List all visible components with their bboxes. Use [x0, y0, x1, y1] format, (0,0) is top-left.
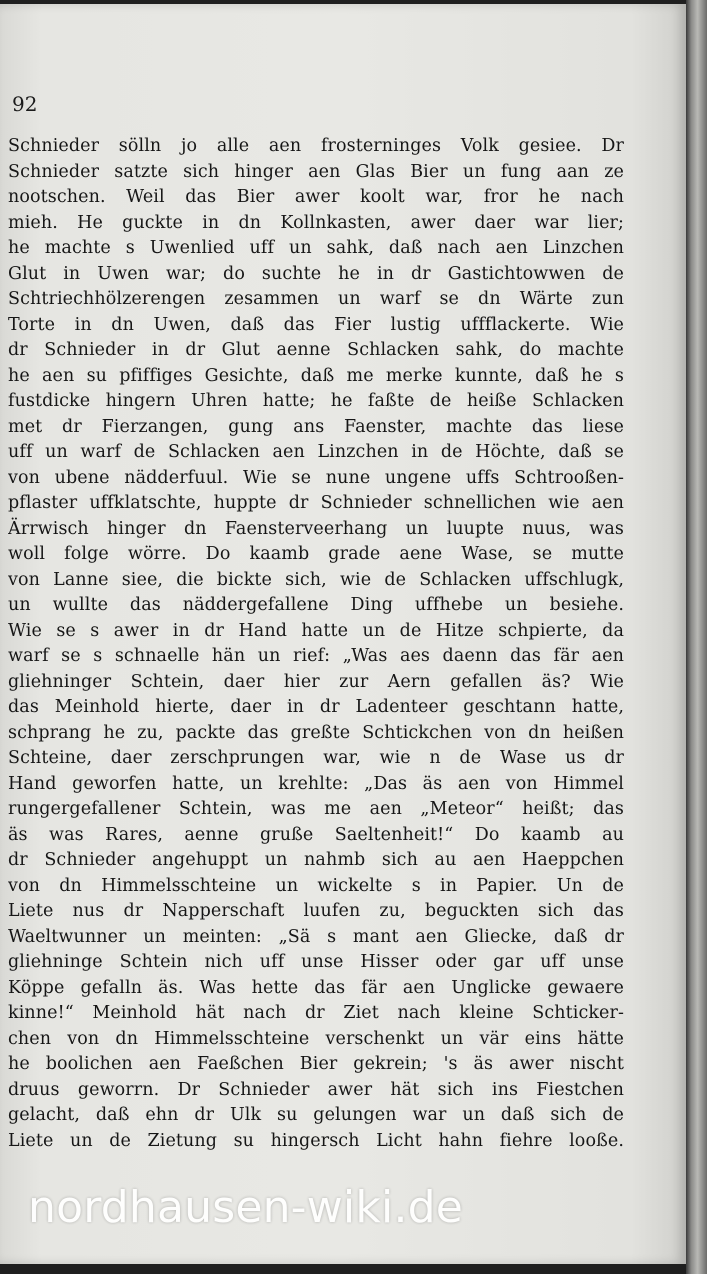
text-line: dr Schnieder in dr Glut aenne Schlacken sahk, do machte: [8, 340, 624, 360]
text-line: gelacht, daß ehn dr Ulk su gelungen war un daß sich de: [8, 1105, 624, 1125]
text-line: dr Schnieder angehuppt un nahmb sich au aen Haeppchen: [8, 850, 624, 870]
page-number: 92: [12, 92, 38, 116]
text-line: Schnieder satzte sich hinger aen Glas Bier un fung aan ze: [8, 161, 624, 182]
text-line: von Lanne siee, die bickte sich, wie de Schlacken uffschlugk,: [8, 569, 624, 590]
text-line: kinne!“ Meinhold hät nach dr Ziet nach kleine Schticker-: [8, 1003, 624, 1023]
text-line: Waeltwunner un meinten: „Sä s mant aen Gliecke, daß dr: [8, 926, 624, 947]
text-line: Schnieder sölln jo alle aen frosterninges Volk gesiee. Dr: [8, 136, 624, 156]
text-line: Wie se s awer in dr Hand hatte un de Hitze schpierte, da: [8, 620, 624, 641]
text-line: warf se s schnaelle hän un rief: „Was aes daenn das fär aen: [8, 646, 624, 666]
text-line: druus geworrn. Dr Schnieder awer hät sich ins Fiestchen: [8, 1079, 624, 1100]
text-line: pflaster uffklatschte, huppte dr Schnieder schnellichen wie aen: [8, 493, 624, 513]
text-line: das Meinhold hierte, daer in dr Ladenteer geschtann hatte,: [8, 697, 624, 717]
text-line: uff un warf de Schlacken aen Linzchen in de Höchte, daß se: [8, 442, 624, 462]
text-line: gliehninger Schtein, daer hier zur Aern gefallen äs? Wie: [8, 671, 624, 692]
text-line: Torte in dn Uwen, daß das Fier lustig uffflackerte. Wie: [8, 314, 624, 335]
book-page: [0, 4, 686, 1264]
text-line: Hand geworfen hatte, un krehlte: „Das äs aen von Himmel: [8, 773, 624, 794]
book-page-edge: [686, 0, 707, 1274]
text-line: gliehninge Schtein nich uff unse Hisser oder gar uff unse: [8, 952, 624, 972]
text-line: woll folge wörre. Do kaamb grade aene Wase, se mutte: [8, 544, 624, 564]
text-line: fustdicke hingern Uhren hatte; he faßte de heiße Schlacken: [8, 391, 624, 411]
text-line: chen von dn Himmelsschteine verschenkt un vär eins hätte: [8, 1028, 624, 1049]
text-line: rungergefallener Schtein, was me aen „Meteor“ heißt; das: [8, 799, 624, 819]
watermark-text: nordhausen-wiki.de: [28, 1182, 464, 1233]
text-line: un wullte das näddergefallene Ding uffhebe un besiehe.: [8, 595, 624, 615]
text-line: Liete nus dr Napperschaft luufen zu, beguckten sich das: [8, 901, 624, 921]
body-text: [8, 134, 624, 1154]
text-line: he boolichen aen Faeßchen Bier gekrein; 's äs awer nischt: [8, 1054, 624, 1074]
text-line: Köppe gefalln äs. Was hette das fär aen Unglicke gewaere: [8, 977, 624, 998]
text-line: von dn Himmelsschteine un wickelte s in Papier. Un de: [8, 875, 624, 896]
text-line: Liete un de Zietung su hingersch Licht hahn fiehre looße.: [8, 1130, 624, 1151]
text-line: von ubene nädderfuul. Wie se nune ungene uffs Schtrooßen-: [8, 467, 624, 488]
text-line: he aen su pfiffiges Gesichte, daß me merke kunnte, daß he s: [8, 365, 624, 386]
text-line: Schtriechhölzerengen zesammen un warf se dn Wärte zun: [8, 289, 624, 309]
text-line: nootschen. Weil das Bier awer koolt war, fror he nach: [8, 187, 624, 207]
text-line: äs was Rares, aenne gruße Saeltenheit!“ Do kaamb au: [8, 824, 624, 845]
text-line: met dr Fierzangen, gung ans Faenster, machte das liese: [8, 416, 624, 437]
text-line: Schteine, daer zerschprungen war, wie n de Wase us dr: [8, 748, 624, 768]
text-line: he machte s Uwenlied uff un sahk, daß nach aen Linzchen: [8, 238, 624, 258]
text-line: schprang he zu, packte das greßte Schtickchen von dn heißen: [8, 722, 624, 743]
text-line: mieh. He guckte in dn Kollnkasten, awer daer war lier;: [8, 212, 624, 233]
text-line: Ärrwisch hinger dn Faensterveerhang un luupte nuus, was: [8, 518, 624, 539]
text-line: Glut in Uwen war; do suchte he in dr Gastichtowwen de: [8, 263, 624, 284]
